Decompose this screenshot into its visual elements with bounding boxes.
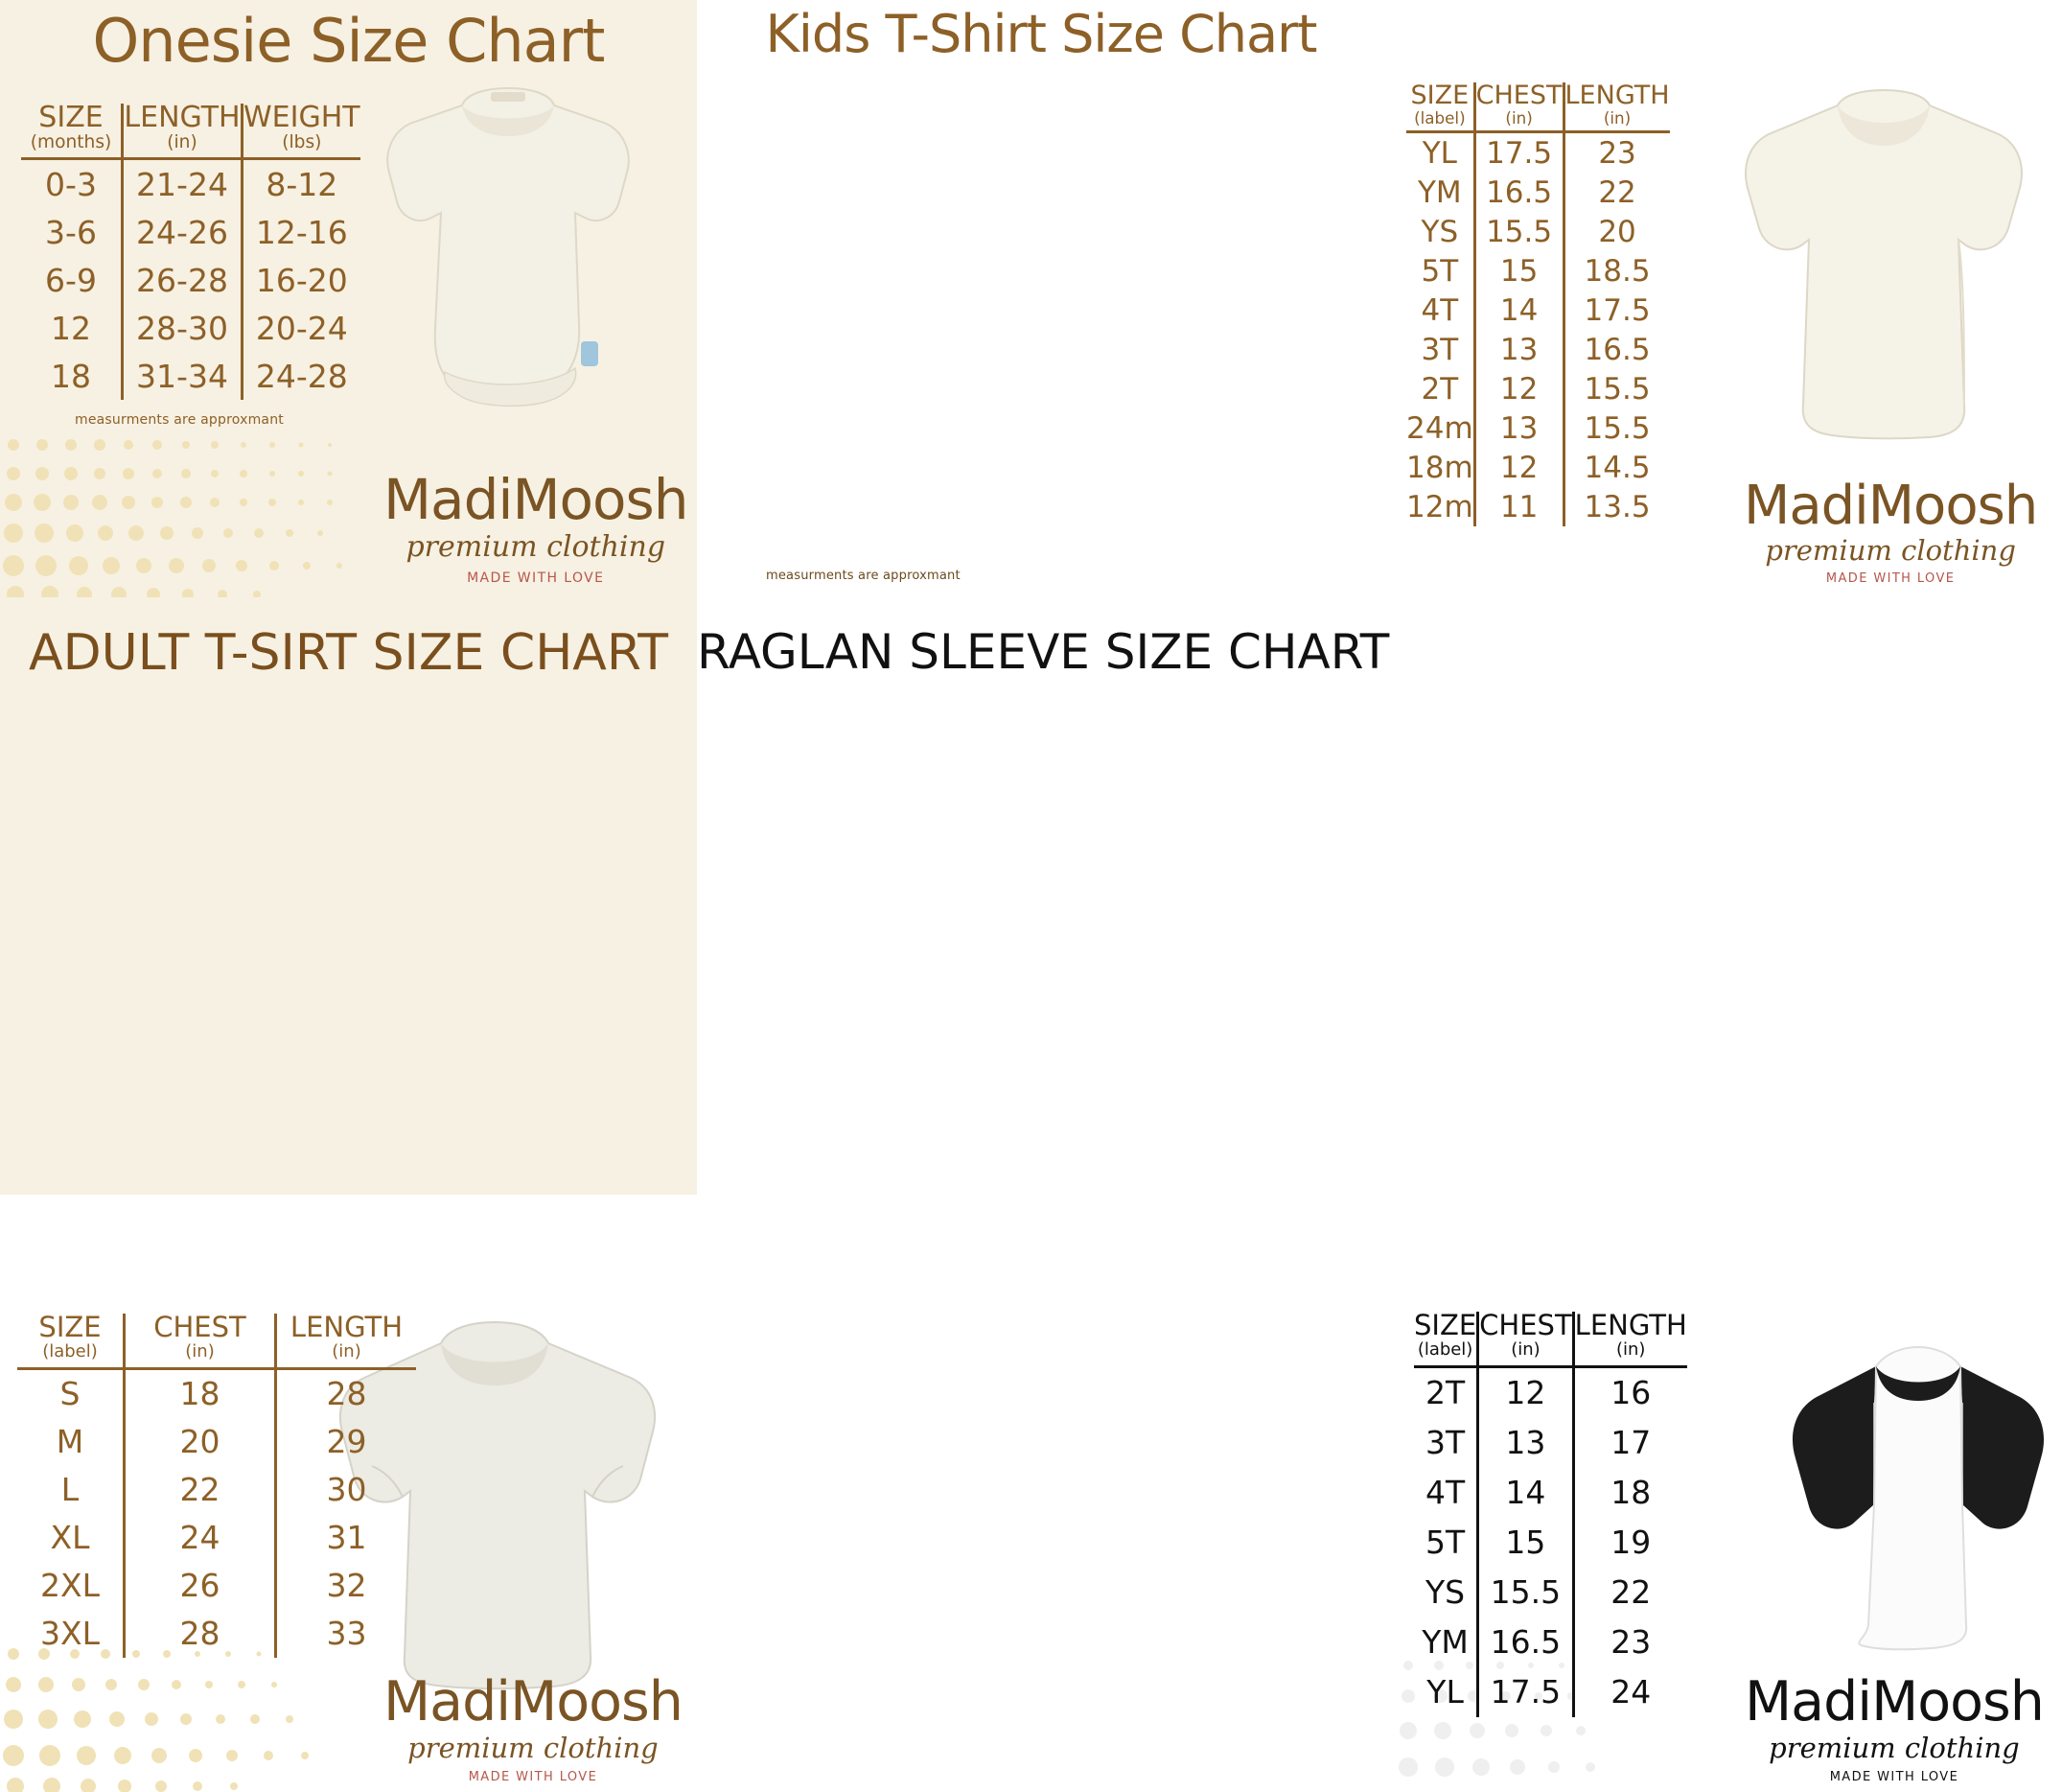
- brand-name: MadiMoosh: [1745, 1670, 2044, 1734]
- table-row: 3T 13 17: [1414, 1418, 1687, 1468]
- table-row: 5T 15 19: [1414, 1518, 1687, 1568]
- brand-made-with-love: MADE WITH LOVE: [468, 1770, 598, 1784]
- adult-chart-title: ADULT T-SIRT SIZE CHART: [29, 624, 668, 682]
- table-header-row: [1414, 1312, 1687, 1366]
- table-row: S 18 28: [17, 1368, 416, 1418]
- header-weight: WEIGHT (lbs): [243, 104, 360, 159]
- table-row: 4T 14 18: [1414, 1468, 1687, 1518]
- table-row: 3T 13 16.5: [1406, 330, 1670, 369]
- adult-size-table: [17, 1311, 416, 1658]
- kids-tshirt-image: [1725, 88, 2041, 453]
- header-size: SIZE (months): [21, 104, 123, 159]
- header-length: LENGTH (in): [123, 104, 243, 159]
- kids-chart-title: Kids T-Shirt Size Chart: [765, 4, 1317, 64]
- brand-name: MadiMoosh: [383, 467, 688, 532]
- table-row: YL 17.5 23: [1406, 132, 1670, 174]
- raglan-size-chart-panel: [697, 597, 2044, 1784]
- table-row: 2T 12 16: [1414, 1366, 1687, 1418]
- table-row: 18 31-34 24-28: [21, 352, 360, 400]
- table-row: 18m 12 14.5: [1406, 448, 1670, 487]
- table-header-row: [17, 1314, 416, 1368]
- header-length: LENGTH (in): [1573, 1312, 1687, 1366]
- table-row: M 20 29: [17, 1418, 416, 1466]
- table-row: YS 15.5 22: [1414, 1568, 1687, 1617]
- table-row: 3-6 24-26 12-16: [21, 208, 360, 256]
- onesie-size-table: [21, 101, 360, 400]
- header-chest: CHEST (in): [125, 1314, 276, 1368]
- kids-size-table: [1406, 82, 1670, 526]
- raglan-tshirt-image: [1774, 1345, 2062, 1652]
- kids-tshirt-size-chart-panel: [697, 0, 2038, 597]
- header-size: SIZE (label): [1406, 82, 1474, 132]
- brand-made-with-love: MADE WITH LOVE: [1825, 571, 1956, 586]
- brand-block-adult: [383, 1670, 683, 1784]
- header-size: SIZE (label): [17, 1314, 125, 1368]
- table-row: YM 16.5 22: [1406, 173, 1670, 212]
- header-length: LENGTH (in): [1564, 82, 1670, 132]
- table-row: 12 28-30 20-24: [21, 304, 360, 352]
- onesie-size-chart-panel: [0, 0, 697, 597]
- kids-measurement-note: measurments are approxmant: [766, 569, 961, 583]
- table-row: 4T 14 17.5: [1406, 291, 1670, 330]
- table-row: L 22 30: [17, 1466, 416, 1514]
- onesie-measurement-note: measurments are approxmant: [75, 412, 284, 428]
- table-row: XL 24 31: [17, 1514, 416, 1562]
- brand-name: MadiMoosh: [383, 1670, 683, 1734]
- decorative-dots-adult: [0, 1641, 364, 1792]
- table-row: 12m 11 13.5: [1406, 487, 1670, 526]
- brand-name: MadiMoosh: [1744, 475, 2038, 537]
- table-row: 5T 15 18.5: [1406, 251, 1670, 291]
- brand-block-kids: [1744, 475, 2038, 586]
- raglan-chart-title: RAGLAN SLEEVE SIZE CHART: [697, 624, 1390, 680]
- table-row: YM 16.5 23: [1414, 1617, 1687, 1667]
- table-header-row: [1406, 82, 1670, 132]
- brand-tagline: premium clothing: [1769, 1732, 2020, 1764]
- table-row: 2XL 26 32: [17, 1562, 416, 1610]
- brand-made-with-love: MADE WITH LOVE: [467, 570, 605, 586]
- onesie-chart-title: Onesie Size Chart: [92, 6, 605, 76]
- brand-block-onesie: [383, 467, 688, 586]
- table-row: YL 17.5 24: [1414, 1667, 1687, 1717]
- header-chest: CHEST (in): [1474, 82, 1564, 132]
- header-chest: CHEST (in): [1478, 1312, 1574, 1366]
- adult-tshirt-size-chart-panel: [0, 597, 697, 1784]
- table-row: 6-9 26-28 16-20: [21, 256, 360, 304]
- brand-made-with-love: MADE WITH LOVE: [1829, 1770, 1959, 1784]
- baby-onesie-image: [362, 84, 660, 420]
- table-row: YS 15.5 20: [1406, 212, 1670, 251]
- table-header-row: [21, 104, 360, 159]
- raglan-size-table: [1414, 1309, 1687, 1717]
- brand-tagline: premium clothing: [405, 530, 666, 564]
- table-row: 0-3 21-24 8-12: [21, 159, 360, 209]
- table-row: 2T 12 15.5: [1406, 369, 1670, 408]
- table-row: 24m 13 15.5: [1406, 408, 1670, 448]
- brand-tagline: premium clothing: [407, 1732, 659, 1764]
- decorative-dots-onesie: [0, 433, 412, 597]
- brand-tagline: premium clothing: [1765, 534, 2016, 567]
- brand-block-raglan: [1745, 1670, 2044, 1784]
- table-row: 3XL 28 33: [17, 1610, 416, 1658]
- header-length: LENGTH (in): [276, 1314, 417, 1368]
- header-size: SIZE (label): [1414, 1312, 1478, 1366]
